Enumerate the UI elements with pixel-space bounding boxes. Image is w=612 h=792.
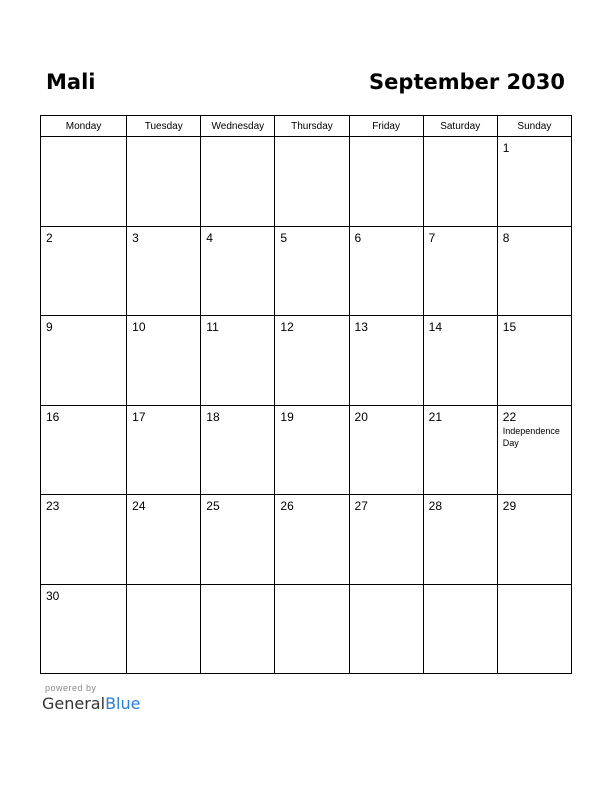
week-row — [41, 405, 572, 495]
day-number: 10 — [132, 320, 146, 334]
day-number: 14 — [428, 320, 443, 334]
brand-blue: Blue — [105, 694, 141, 713]
day-cell — [349, 137, 423, 227]
day-cell — [423, 405, 497, 495]
day-number: 17 — [132, 409, 146, 424]
day-number: 3 — [132, 230, 139, 245]
day-number — [424, 137, 497, 141]
day-cell — [127, 316, 201, 406]
day-cell — [275, 226, 349, 316]
day-number: 20 — [354, 409, 368, 424]
day-cell — [497, 495, 571, 585]
day-number — [201, 585, 274, 589]
brand-logo — [42, 694, 140, 713]
month-year-title: September 2030 — [369, 70, 565, 94]
day-cell — [423, 495, 497, 585]
day-cell — [127, 584, 201, 674]
day-cell — [41, 405, 127, 495]
day-number: 28 — [428, 499, 443, 513]
weekday-friday: Friday — [349, 116, 423, 137]
day-cell — [41, 316, 127, 406]
day-number: 11 — [206, 320, 219, 334]
day-cell — [41, 584, 127, 674]
brand-general: General — [42, 694, 106, 713]
day-cell — [349, 495, 423, 585]
day-number — [350, 585, 423, 589]
day-cell — [349, 316, 423, 406]
week-row — [41, 137, 572, 227]
day-number: 24 — [132, 499, 146, 513]
day-number — [350, 137, 423, 141]
day-number: 21 — [428, 409, 443, 424]
day-number: 1 — [502, 141, 510, 155]
day-number — [127, 137, 200, 141]
day-number: 13 — [354, 320, 368, 334]
day-cell — [201, 137, 275, 227]
day-cell — [497, 584, 571, 674]
day-number: 12 — [280, 320, 294, 334]
day-cell — [497, 405, 571, 495]
day-number: 23 — [46, 499, 60, 513]
day-cell — [275, 584, 349, 674]
day-cell — [127, 137, 201, 227]
week-row — [41, 495, 572, 585]
day-number: 29 — [502, 499, 517, 513]
day-cell — [423, 316, 497, 406]
day-cell — [127, 226, 201, 316]
day-number — [424, 585, 497, 589]
day-cell — [275, 405, 349, 495]
day-number: 30 — [46, 588, 60, 603]
day-number: 26 — [280, 499, 294, 513]
day-cell — [423, 137, 497, 227]
calendar-body — [41, 137, 572, 674]
day-cell — [349, 226, 423, 316]
weekday-sunday: Sunday — [497, 116, 571, 137]
holiday-label: Independence Day — [502, 425, 560, 448]
day-number: 19 — [280, 409, 294, 424]
day-cell — [349, 584, 423, 674]
day-cell — [201, 584, 275, 674]
day-number: 16 — [46, 409, 60, 424]
day-number: 27 — [354, 499, 368, 513]
day-cell — [423, 584, 497, 674]
day-cell — [41, 137, 127, 227]
day-cell — [201, 495, 275, 585]
day-cell — [275, 316, 349, 406]
weekday-monday: Monday — [41, 116, 127, 137]
day-number — [41, 137, 126, 141]
day-cell — [201, 405, 275, 495]
powered-by-label: powered by — [45, 683, 97, 693]
day-cell — [497, 226, 571, 316]
week-row — [41, 226, 572, 316]
day-cell — [41, 226, 127, 316]
week-row — [41, 316, 572, 406]
day-number: 7 — [428, 230, 436, 245]
day-number: 6 — [354, 230, 362, 245]
day-number: 5 — [280, 230, 288, 245]
weekday-tuesday: Tuesday — [127, 116, 201, 137]
day-number: 22 — [502, 409, 517, 424]
day-cell — [497, 316, 571, 406]
day-cell — [349, 405, 423, 495]
day-cell — [127, 405, 201, 495]
day-cell — [423, 226, 497, 316]
day-number — [275, 585, 348, 589]
day-number: 8 — [502, 230, 510, 245]
weekday-saturday: Saturday — [423, 116, 497, 137]
day-cell — [497, 137, 571, 227]
day-number: 15 — [502, 320, 517, 334]
day-number — [498, 585, 571, 589]
day-cell — [127, 495, 201, 585]
calendar-grid — [40, 115, 572, 674]
weekday-header-row — [41, 116, 572, 137]
day-cell — [201, 226, 275, 316]
day-number: 2 — [46, 230, 53, 245]
day-number: 25 — [206, 499, 220, 513]
day-number: 9 — [46, 320, 53, 334]
day-number — [201, 137, 274, 141]
week-row — [41, 584, 572, 674]
day-number: 4 — [206, 230, 213, 245]
day-number: 18 — [206, 409, 220, 424]
weekday-wednesday: Wednesday — [201, 116, 275, 137]
day-number — [275, 137, 348, 141]
day-cell — [201, 316, 275, 406]
day-cell — [41, 495, 127, 585]
day-cell — [275, 137, 349, 227]
day-cell — [275, 495, 349, 585]
weekday-thursday: Thursday — [275, 116, 349, 137]
country-title: Mali — [46, 70, 96, 94]
day-number — [127, 585, 200, 589]
